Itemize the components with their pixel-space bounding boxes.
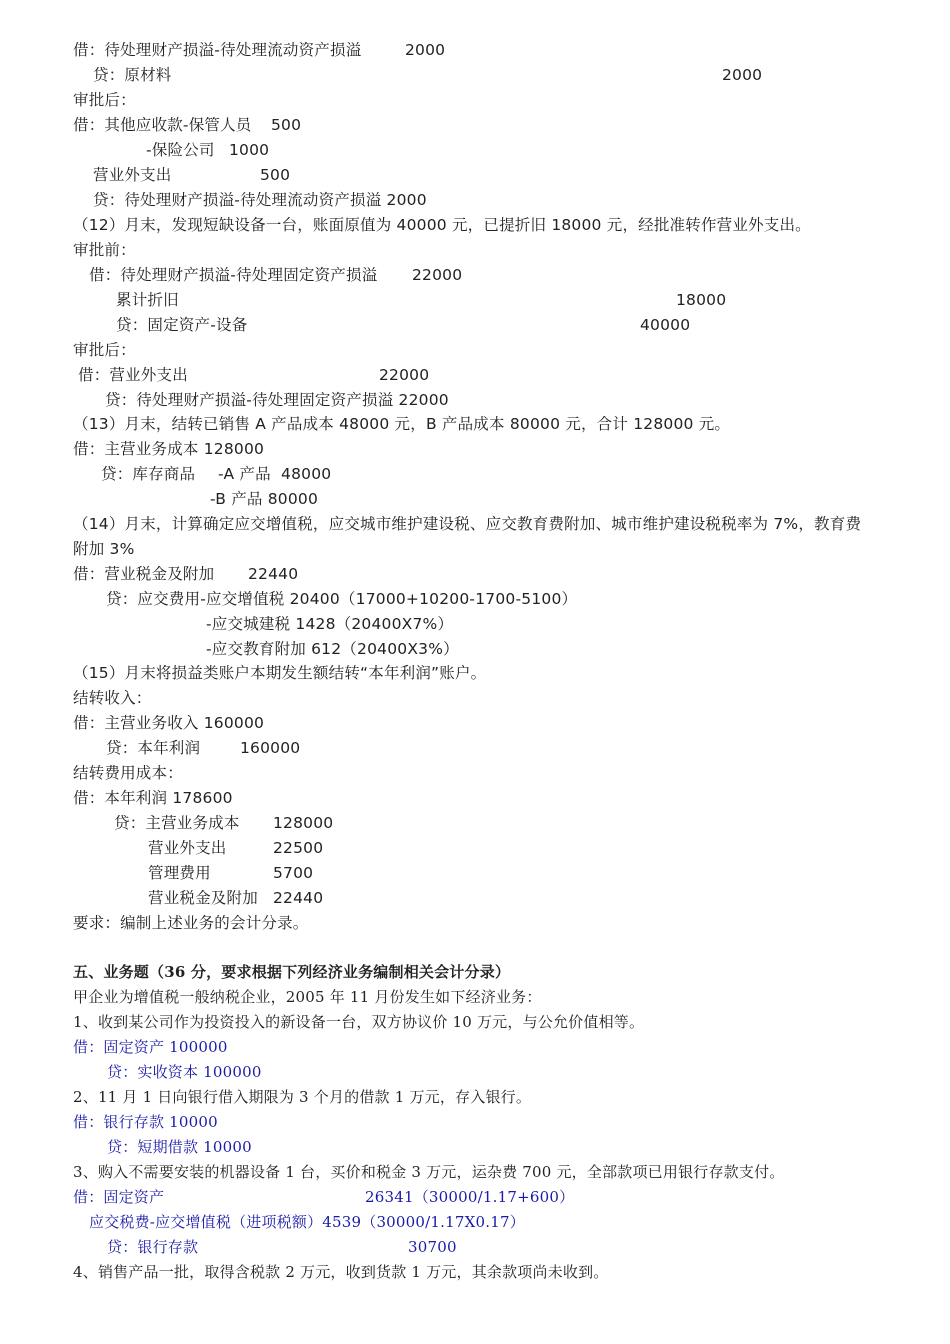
entry-line: 贷：本年利润 bbox=[106, 739, 201, 757]
entry-amount: 500 bbox=[260, 166, 291, 184]
entry-line: 贷：应交费用-应交增值税 20400（17000+10200-1700-5100） bbox=[106, 590, 578, 608]
entry-line: 贷：待处理财产损溢-待处理固定资产损溢 22000 bbox=[105, 391, 449, 409]
answer-line: 借：银行存款 10000 bbox=[73, 1113, 218, 1131]
heading-before-approval: 审批前： bbox=[73, 241, 136, 259]
question-2: 2、11 月 1 日向银行借入期限为 3 个月的借款 1 万元，存入银行。 bbox=[73, 1088, 532, 1106]
entry-line: 借：主营业务收入 160000 bbox=[73, 714, 265, 732]
entry-line: 借：营业外支出 bbox=[78, 366, 188, 384]
entry-line: 贷：库存商品 bbox=[101, 465, 196, 483]
question-13: （13）月末，结转已销售 A 产品成本 48000 元，B 产品成本 80000 元，合计 128000 元。 bbox=[73, 415, 731, 433]
entry-line: 借：本年利润 178600 bbox=[73, 789, 233, 807]
entry-amount: 1000 bbox=[229, 141, 270, 159]
entry-line: 管理费用 bbox=[148, 864, 211, 882]
heading-transfer-income: 结转收入： bbox=[73, 689, 152, 707]
entry-amount: -A 产品 48000 bbox=[218, 465, 332, 483]
heading-transfer-expense: 结转费用成本： bbox=[73, 764, 183, 782]
entry-line: 借：待处理财产损溢-待处理固定资产损溢 bbox=[89, 266, 378, 284]
heading-after-approval: 审批后： bbox=[73, 91, 136, 109]
entry-amount: 2000 bbox=[722, 66, 763, 84]
answer-line: 贷：银行存款 bbox=[107, 1238, 199, 1256]
entry-line: 贷：待处理财产损溢-待处理流动资产损溢 2000 bbox=[93, 191, 427, 209]
entry-amount: 22500 bbox=[273, 839, 324, 857]
entry-line: 借：主营业务成本 128000 bbox=[73, 440, 265, 458]
answer-line: 贷：短期借款 10000 bbox=[107, 1138, 252, 1156]
entry-line: 贷：固定资产-设备 bbox=[116, 316, 248, 334]
answer-line: 应交税费-应交增值税（进项税额）4539（30000/1.17X0.17） bbox=[89, 1213, 525, 1231]
entry-amount: 160000 bbox=[240, 739, 301, 757]
question-14-cont: 附加 3% bbox=[73, 540, 135, 558]
entry-amount: 22000 bbox=[379, 366, 430, 384]
answer-line: 借：固定资产 bbox=[73, 1188, 165, 1206]
entry-line: -保险公司 bbox=[146, 141, 215, 159]
entry-line: 借：其他应收款-保管人员 bbox=[73, 116, 252, 134]
heading-after-approval: 审批后： bbox=[73, 341, 136, 359]
requirement-note: 要求：编制上述业务的会计分录。 bbox=[73, 914, 309, 932]
entry-line: -应交教育附加 612（20400X3%） bbox=[206, 640, 459, 658]
question-1: 1、收到某公司作为投资投入的新设备一台，双方协议价 10 万元，与公允价值相等。 bbox=[73, 1013, 645, 1031]
answer-line: 借：固定资产 100000 bbox=[73, 1038, 228, 1056]
entry-line: -B 产品 80000 bbox=[210, 490, 319, 508]
entry-amount: 22000 bbox=[412, 266, 463, 284]
question-14: （14）月末，计算确定应交增值税，应交城市维护建设税、应交教育费附加、城市维护建设税税率为 7%，教育费 bbox=[73, 515, 862, 533]
entry-line: 贷：主营业务成本 bbox=[114, 814, 240, 832]
entry-amount: 40000 bbox=[640, 316, 691, 334]
section-intro: 甲企业为增值税一般纳税企业，2005 年 11 月份发生如下经济业务： bbox=[73, 988, 542, 1006]
question-4: 4、销售产品一批，取得含税款 2 万元，收到货款 1 万元，其余款项尚未收到。 bbox=[73, 1263, 609, 1281]
entry-amount: 128000 bbox=[273, 814, 334, 832]
question-12: （12）月末，发现短缺设备一台，账面原值为 40000 元，已提折旧 18000 元，经批准转作营业外支出。 bbox=[73, 216, 811, 234]
answer-line: 贷：实收资本 100000 bbox=[107, 1063, 262, 1081]
question-15: （15）月末将损益类账户本期发生额结转“本年利润”账户。 bbox=[73, 664, 487, 682]
entry-line: 累计折旧 bbox=[116, 291, 179, 309]
entry-line: 借：待处理财产损溢-待处理流动资产损溢 bbox=[73, 41, 362, 59]
entry-line: -应交城建税 1428（20400X7%） bbox=[206, 615, 454, 633]
entry-line: 借：营业税金及附加 bbox=[73, 565, 215, 583]
entry-amount: 2000 bbox=[405, 41, 446, 59]
entry-amount: 22440 bbox=[273, 889, 324, 907]
entry-amount: 22440 bbox=[248, 565, 299, 583]
section-heading: 五、业务题（36 分，要求根据下列经济业务编制相关会计分录） bbox=[73, 963, 511, 981]
entry-amount: 5700 bbox=[273, 864, 314, 882]
entry-line: 营业税金及附加 bbox=[148, 889, 258, 907]
entry-amount: 18000 bbox=[676, 291, 727, 309]
question-3: 3、购入不需要安装的机器设备 1 台，买价和税金 3 万元，运杂费 700 元，全部款项已用银行存款支付。 bbox=[73, 1163, 785, 1181]
answer-amount: 30700 bbox=[408, 1238, 457, 1256]
entry-line: 营业外支出 bbox=[93, 166, 172, 184]
answer-amount: 26341（30000/1.17+600） bbox=[365, 1188, 575, 1206]
entry-amount: 500 bbox=[271, 116, 302, 134]
entry-line: 贷：原材料 bbox=[93, 66, 172, 84]
entry-line: 营业外支出 bbox=[148, 839, 227, 857]
